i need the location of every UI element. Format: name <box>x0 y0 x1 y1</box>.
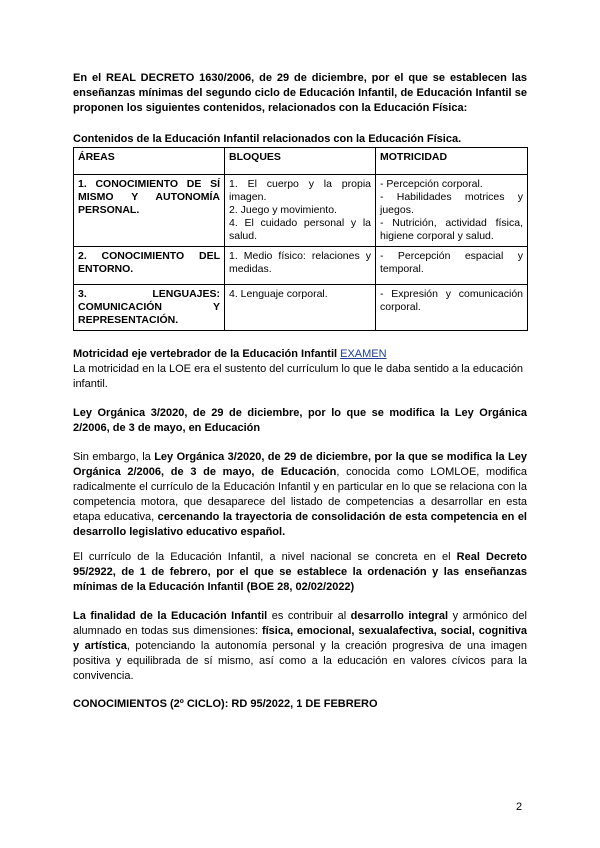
table-row <box>74 175 528 247</box>
table-row <box>74 285 528 331</box>
motricidad-text: La motricidad en la LOE era el sustento del currículum lo que le daba sentido a la educación infantil. <box>73 363 524 390</box>
bloques-cell: 1. Medio físico: relaciones y medidas. <box>225 247 376 285</box>
curriculo-paragraph: El currículo de la Educación Infantil, a nivel nacional se concreta en el Real Decreto 95/2922, de 1 de febrero, por el que se establece la ordenación y las enseñanzas mínimas de la Educación Infantil (BOE 28, 02/02/2022) <box>73 551 527 593</box>
page-number: 2 <box>516 801 523 813</box>
area-cell: 2. CONOCIMIENTO DEL ENTORNO. <box>74 247 225 285</box>
table-caption: Contenidos de la Educación Infantil relacionados con la Educación Física. <box>73 133 462 145</box>
intro-paragraph: En el REAL DECRETO 1630/2006, de 29 de diciembre, por el que se establecen las enseñanzas mínimas del segundo ciclo de Educación Infantil, de Educación Infantil se proponen los siguientes contenidos, relacionados con la Educación Física: <box>73 72 527 114</box>
lomloe-heading: Ley Orgánica 3/2020, de 29 de diciembre, por lo que se modifica la Ley Orgánica 2/2006, de 3 de mayo, en Educación <box>73 407 527 434</box>
bloques-cell: 4. Lenguaje corporal. <box>225 285 376 331</box>
header-areas: ÁREAS <box>74 148 225 175</box>
finalidad-paragraph: La finalidad de la Educación Infantil es contribuir al desarrollo integral y armónico del alumnado en todas sus dimensiones: física, emocional, sexualafectiva, social, cognitiva y artística, potenciando la autonomía personal y la creación progresiva de una imagen positiva y equilibrada de sí mismo, así como a la educación en valores cívicos para la convivencia. <box>73 610 528 682</box>
motricidad-heading: Motricidad eje vertebrador de la Educación Infantil EXAMEN <box>73 348 387 360</box>
lomloe-paragraph: Sin embargo, la Ley Orgánica 3/2020, de 29 de diciembre, por la que se modifica la Ley Orgánica 2/2006, de 3 de mayo, de Educación, conocida como LOMLOE, modifica radicalmente el currículo de la Educación Infantil y en particular en lo que se relaciona con la competencia motora, que desaparece del listado de competencias a desarrollar en esta etapa educativa, cercenando la trayectoria de consolidación de esta competencia en el desarrollo legislativo educativo español. <box>73 451 527 538</box>
bloques-cell: 1. El cuerpo y la propia imagen. 2. Juego y movimiento. 4. El cuidado personal y la salud. <box>225 175 376 247</box>
motricidad-cell: - Percepción corporal. - Habilidades motrices y juegos. - Nutrición, actividad física, higiene corporal y salud. <box>376 175 528 247</box>
table-header-row <box>74 148 528 175</box>
area-cell: 1. CONOCIMIENTO DE SÍ MISMO Y AUTONOMÍA PERSONAL. <box>74 175 225 247</box>
contents-table <box>73 147 528 331</box>
motricidad-section <box>73 347 527 392</box>
motricidad-cell: - Expresión y comunicación corporal. <box>376 285 528 331</box>
header-bloques: BLOQUES <box>225 148 376 175</box>
conocimientos-heading: CONOCIMIENTOS (2º CICLO): RD 95/2022, 1 DE FEBRERO <box>73 698 378 710</box>
examen-link[interactable]: EXAMEN <box>340 348 387 360</box>
table-row <box>74 247 528 285</box>
area-cell: 3. LENGUAJES: COMUNICACIÓN Y REPRESENTACIÓN. <box>74 285 225 331</box>
header-motricidad: MOTRICIDAD <box>376 148 528 175</box>
motricidad-cell: - Percepción espacial y temporal. <box>376 247 528 285</box>
